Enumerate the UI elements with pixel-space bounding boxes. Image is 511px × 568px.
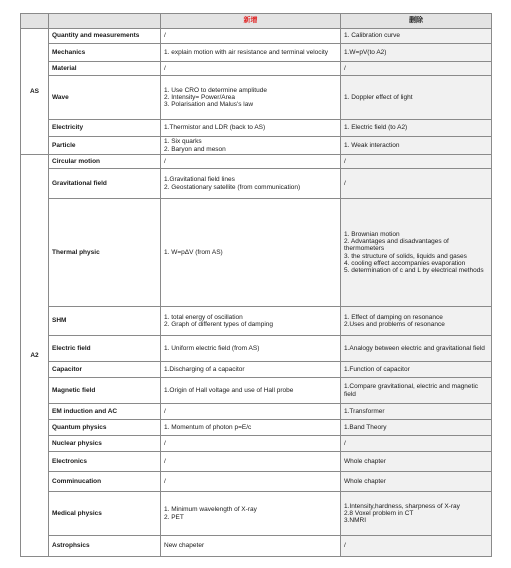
deleted-item: 1.Analogy between electric and gravitational field: [344, 344, 485, 352]
deleted-cell: [341, 404, 492, 420]
table-row: [21, 169, 492, 199]
deleted-cell: [341, 155, 492, 169]
added-item: 1. Use CRO to determine amplitude: [164, 86, 267, 94]
added-item: 2. PET: [164, 513, 184, 521]
header-corner-level: [21, 14, 49, 29]
added-item: 1. Minimum wavelength of X-ray: [164, 506, 257, 514]
syllabus-changes-table: [20, 13, 492, 557]
deleted-cell: [341, 137, 492, 155]
topic-cell: Particle: [49, 137, 161, 155]
topic-cell: Wave: [49, 76, 161, 120]
added-item: /: [164, 64, 166, 72]
deleted-item: Whole chapter: [344, 457, 386, 465]
added-cell: [161, 29, 341, 44]
table-row: [21, 120, 492, 137]
deleted-item: 1.Intensity,hardness, sharpness of X-ray: [344, 502, 460, 510]
table-row: [21, 307, 492, 336]
deleted-item: 2.8 Voxel problem in CT: [344, 509, 414, 517]
table-row: [21, 420, 492, 436]
added-cell: [161, 44, 341, 62]
added-cell: [161, 76, 341, 120]
deleted-item: 1. Effect of damping on resonance: [344, 313, 443, 321]
deleted-cell: [341, 120, 492, 137]
deleted-item: 1.Compare gravitational, electric and magnetic field: [344, 383, 479, 398]
deleted-cell: [341, 336, 492, 362]
table-row: [21, 472, 492, 492]
deleted-item: 2. Advantages and disadvantages of thermometers: [344, 238, 449, 253]
table-row: [21, 536, 492, 557]
topic-cell: SHM: [49, 307, 161, 336]
added-cell: [161, 536, 341, 557]
deleted-cell: [341, 378, 492, 404]
topic-cell: Mechanics: [49, 44, 161, 62]
added-item: 1. explain motion with air resistance and terminal velocity: [164, 48, 329, 56]
added-item: 1.Thermistor and LDR (back to AS): [164, 124, 266, 132]
added-cell: [161, 492, 341, 536]
deleted-item: Whole chapter: [344, 477, 386, 485]
table-body: [21, 29, 492, 557]
added-cell: [161, 120, 341, 137]
deleted-item: 1. Doppler effect of light: [344, 93, 413, 101]
table-row: [21, 62, 492, 76]
deleted-item: /: [344, 439, 346, 447]
added-item: 2. Baryon and meson: [164, 145, 226, 153]
topic-cell: Magnetic field: [49, 378, 161, 404]
added-cell: [161, 378, 341, 404]
added-item: /: [164, 439, 166, 447]
added-item: /: [164, 32, 166, 40]
topic-cell: Electric field: [49, 336, 161, 362]
added-item: New chapeter: [164, 542, 205, 550]
topic-cell: Circular motion: [49, 155, 161, 169]
added-item: /: [164, 477, 166, 485]
deleted-item: 1. Electric field (to A2): [344, 124, 408, 132]
deleted-cell: [341, 44, 492, 62]
deleted-item: /: [344, 542, 346, 550]
added-item: 1.Discharging of a capacitor: [164, 365, 245, 373]
added-cell: [161, 62, 341, 76]
deleted-item: /: [344, 157, 346, 165]
table-row: [21, 492, 492, 536]
deleted-cell: [341, 307, 492, 336]
deleted-item: 4. cooling effect accompanies evaporation: [344, 259, 466, 267]
added-item: 1.Gravitational field lines: [164, 176, 235, 184]
deleted-item: 1.W=pV(to A2): [344, 48, 387, 56]
deleted-cell: [341, 76, 492, 120]
added-cell: [161, 404, 341, 420]
deleted-cell: [341, 199, 492, 307]
deleted-item: 3.NMRI: [344, 517, 367, 525]
added-cell: [161, 137, 341, 155]
deleted-cell: [341, 452, 492, 472]
added-cell: [161, 472, 341, 492]
deleted-cell: [341, 492, 492, 536]
added-cell: [161, 452, 341, 472]
topic-cell: Electronics: [49, 452, 161, 472]
topic-cell: Thermal physic: [49, 199, 161, 307]
syllabus-changes-table-wrapper: [20, 13, 491, 557]
deleted-cell: [341, 62, 492, 76]
deleted-item: /: [344, 64, 346, 72]
added-cell: [161, 169, 341, 199]
table-row: [21, 336, 492, 362]
added-item: 1.Origin of Hall voltage and use of Hall probe: [164, 386, 294, 394]
header-added: 新增: [161, 14, 341, 29]
added-cell: [161, 307, 341, 336]
table-row: [21, 452, 492, 472]
deleted-item: 1.Band Theory: [344, 423, 387, 431]
deleted-cell: [341, 436, 492, 452]
added-item: /: [164, 457, 166, 465]
deleted-item: 1. Calibration curve: [344, 32, 400, 40]
deleted-cell: [341, 29, 492, 44]
added-item: 2. Intensity= Power/Area: [164, 93, 235, 101]
header-deleted: 删除: [341, 14, 492, 29]
topic-cell: Nuclear physics: [49, 436, 161, 452]
added-item: 1. W=pΔV (from AS): [164, 248, 223, 256]
table-row: [21, 155, 492, 169]
topic-cell: Astrophsics: [49, 536, 161, 557]
added-cell: [161, 436, 341, 452]
deleted-item: /: [344, 179, 346, 187]
added-item: 1. Six quarks: [164, 138, 202, 146]
level-cell: AS: [21, 29, 49, 155]
added-cell: [161, 420, 341, 436]
topic-cell: Gravitational field: [49, 169, 161, 199]
table-row: [21, 199, 492, 307]
added-item: /: [164, 407, 166, 415]
deleted-item: 1. Brownian motion: [344, 230, 400, 238]
deleted-item: 1.Transformer: [344, 407, 385, 415]
topic-cell: Capacitor: [49, 362, 161, 378]
topic-cell: Material: [49, 62, 161, 76]
table-row: [21, 76, 492, 120]
added-cell: [161, 362, 341, 378]
deleted-cell: [341, 169, 492, 199]
added-item: 1. Uniform electric field (from AS): [164, 344, 260, 352]
added-item: 2. Graph of different types of damping: [164, 321, 274, 328]
deleted-cell: [341, 362, 492, 378]
table-row: [21, 436, 492, 452]
topic-cell: Electricity: [49, 120, 161, 137]
table-row: [21, 378, 492, 404]
added-item: /: [164, 157, 166, 165]
deleted-item: 2.Uses and problems of resonance: [344, 321, 445, 328]
added-item: 1. total energy of oscillation: [164, 313, 243, 321]
table-row: [21, 137, 492, 155]
deleted-cell: [341, 536, 492, 557]
added-item: 2. Geostationary satellite (from communication): [164, 183, 301, 191]
topic-cell: Comminucation: [49, 472, 161, 492]
header-row: [21, 14, 492, 29]
topic-cell: EM induction and AC: [49, 404, 161, 420]
table-row: [21, 29, 492, 44]
topic-cell: Medical physics: [49, 492, 161, 536]
deleted-item: 5. determination of c and L by electrical methods: [344, 266, 484, 274]
deleted-item: 1. Weak interaction: [344, 141, 400, 149]
table-row: [21, 44, 492, 62]
added-cell: [161, 199, 341, 307]
topic-cell: Quantum physics: [49, 420, 161, 436]
deleted-cell: [341, 472, 492, 492]
header-corner-topic: [49, 14, 161, 29]
topic-cell: Quantity and measurements: [49, 29, 161, 44]
deleted-item: 1.Function of capacitor: [344, 365, 410, 373]
deleted-item: 3. the structure of solids, liquids and gases: [344, 252, 467, 260]
table-row: [21, 404, 492, 420]
level-cell: A2: [21, 155, 49, 557]
added-cell: [161, 155, 341, 169]
added-item: 3. Polarisation and Malus's law: [164, 101, 254, 109]
added-cell: [161, 336, 341, 362]
table-row: [21, 362, 492, 378]
deleted-cell: [341, 420, 492, 436]
added-item: 1. Momentum of photon p=E/c: [164, 423, 252, 431]
